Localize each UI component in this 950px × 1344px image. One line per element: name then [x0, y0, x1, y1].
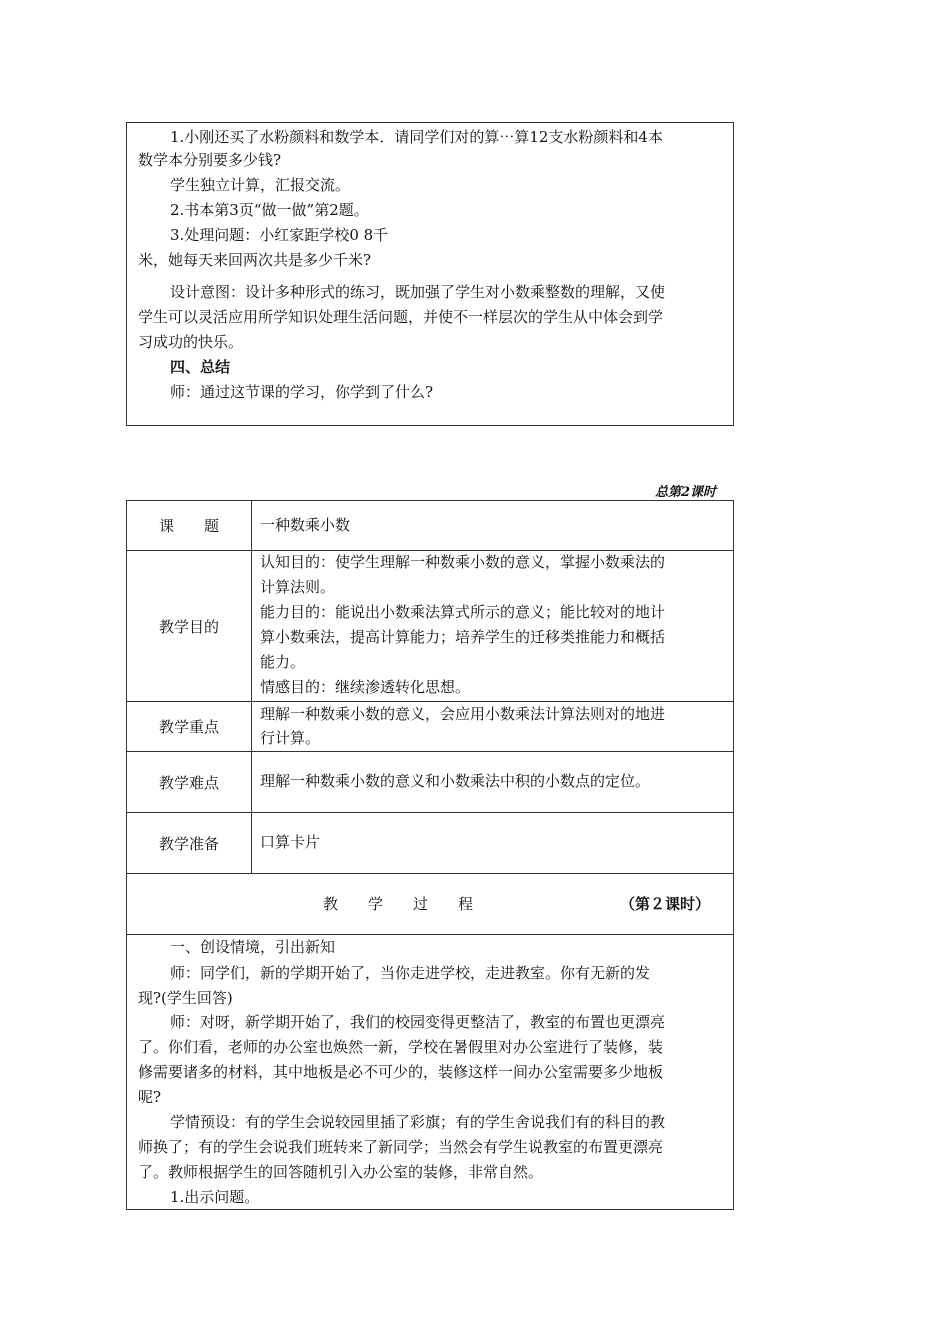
preparation-value: 口算卡片 — [260, 833, 321, 851]
process-line: 了。你们看，老师的办公室也焕然一新，学校在暑假里对办公室进行了装修，装 — [138, 1038, 664, 1056]
objectives-line: 认知目的：使学生理解一种数乘小数的意义，掌握小数乘法的 — [260, 553, 666, 571]
box-line: 3.处理问题：小红家距学校0 8千 — [170, 226, 389, 244]
objectives-line: 算小数乘法，提高计算能力；培养学生的迁移类推能力和概括 — [260, 628, 666, 646]
table-rule — [127, 873, 733, 874]
box-line: 1.小刚还买了水粉颜料和数学本．请同学们对的算⋯算12支水粉颜料和4本 — [170, 128, 663, 146]
lesson-continuation-box — [126, 122, 734, 426]
row-label-difficulties: 教学难点 — [158, 774, 219, 792]
lesson-count-label: 总第2课时 — [655, 485, 717, 500]
table-column-divider — [251, 501, 252, 873]
process-line: 现?(学生回答) — [138, 989, 233, 1007]
process-title: 教 学 过 程 — [323, 895, 474, 913]
objectives-line: 能力。 — [260, 653, 306, 671]
table-rule — [127, 934, 733, 935]
row-label-topic: 课 题 — [158, 517, 219, 535]
box-line: 设计意图：设计多种形式的练习，既加强了学生对小数乘整数的理解，又使 — [170, 283, 666, 301]
box-line: 数学本分别要多少钱? — [138, 151, 282, 169]
objectives-line: 能力目的：能说出小数乘法算式所示的意义；能比较对的地计 — [260, 603, 666, 621]
row-label-preparation: 教学准备 — [158, 835, 219, 853]
key-points-line: 理解一种数乘小数的意义，会应用小数乘法计算法则对的地进 — [260, 705, 666, 723]
row-label-key-points: 教学重点 — [158, 718, 219, 736]
box-line: 2.书本第3页“做一做”第2题。 — [170, 201, 369, 219]
objectives-line: 情感目的：继续渗透转化思想。 — [260, 678, 471, 696]
box-line: 学生可以灵活应用所学知识处理生活问题，并使不一样层次的学生从中体会到学 — [138, 308, 664, 326]
process-line: 呢? — [138, 1088, 162, 1106]
process-line: 1.出示问题。 — [170, 1188, 260, 1206]
section-heading-summary: 四、总结 — [170, 358, 231, 376]
box-line: 习成功的快乐。 — [138, 333, 244, 351]
table-rule — [127, 751, 733, 752]
table-rule — [127, 812, 733, 813]
objectives-line: 计算法则。 — [260, 578, 336, 596]
box-line: 学生独立计算，汇报交流。 — [170, 176, 351, 194]
topic-value: 一种数乘小数 — [260, 516, 351, 534]
process-line: 师：对呀，新学期开始了，我们的校园变得更整洁了，教室的布置也更漂亮 — [170, 1013, 666, 1031]
box-line: 师：通过这节课的学习，你学到了什么? — [170, 383, 434, 401]
process-period: （第２课时） — [620, 895, 711, 913]
box-line: 米，她每天来回两次共是多少千米? — [138, 251, 372, 269]
lesson-plan-table — [126, 500, 734, 1210]
process-line: 学情预设：有的学生会说较园里插了彩旗；有的学生舍说我们有的科目的教 — [170, 1113, 666, 1131]
process-line: 了。教师根据学生的回答随机引入办公室的装修，非常自然。 — [138, 1163, 544, 1181]
process-line: 修需要诸多的材料，其中地板是必不可少的，装修这样一间办公室需要多少地板 — [138, 1063, 664, 1081]
row-label-objectives: 教学目的 — [158, 618, 219, 636]
process-line: 一、创设情境，引出新知 — [170, 938, 336, 956]
process-line: 师换了；有的学生会说我们班转来了新同学；当然会有学生说教室的布置更漂亮 — [138, 1138, 664, 1156]
process-line: 师：同学们，新的学期开始了，当你走进学校，走进教室。你有无新的发 — [170, 964, 651, 982]
key-points-line: 行计算。 — [260, 729, 321, 747]
difficulties-value: 理解一种数乘小数的意义和小数乘法中积的小数点的定位。 — [260, 772, 651, 790]
